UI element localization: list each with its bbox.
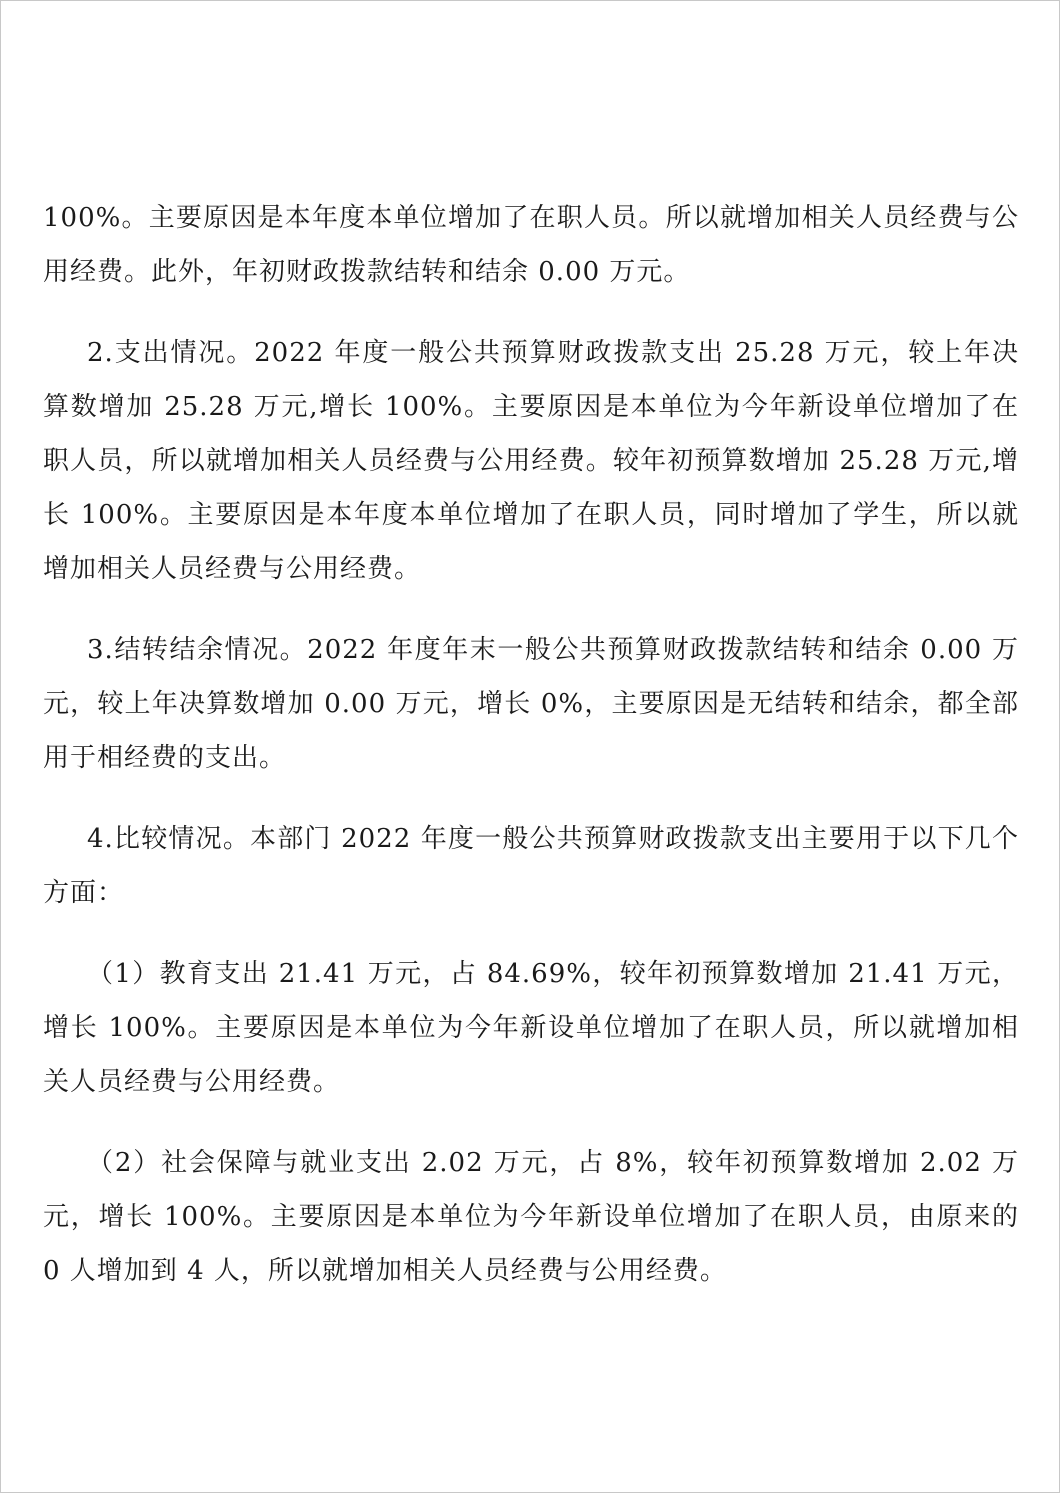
paragraph-funding-carryover-continued: 100%。主要原因是本年度本单位增加了在职人员。所以就增加相关人员经费与公用经费。此外，年初财政拨款结转和结余 0.00 万元。: [43, 203, 1019, 287]
paragraph-expenditure-situation: 2.支出情况。2022 年度一般公共预算财政拨款支出 25.28 万元，较上年决算数增加 25.28 万元,增长 100%。主要原因是本单位为今年新设单位增加了在职人员，所以就增加相关人员经费与公用经费。较年初预算数增加 25.28 万元,增长 100%。主要原因是本年度本单位增加了在职人员，同时增加了学生，所以就增加相关人员经费与公用经费。: [43, 338, 1019, 584]
paragraph-carryover-balance: 3.结转结余情况。2022 年度年末一般公共预算财政拨款结转和结余 0.00 万元，较上年决算数增加 0.00 万元，增长 0%，主要原因是无结转和结余，都全部用于相经费的支出。: [43, 635, 1019, 773]
document-body: [43, 191, 1029, 1325]
paragraph-education-expenditure: （1）教育支出 21.41 万元，占 84.69%，较年初预算数增加 21.41 万元，增长 100%。主要原因是本单位为今年新设单位增加了在职人员，所以就增加相关人员经费与公用经费。: [43, 959, 1019, 1097]
paragraph-comparison-situation: 4.比较情况。本部门 2022 年度一般公共预算财政拨款支出主要用于以下几个方面：: [43, 824, 1019, 908]
paragraph-social-security-expenditure: （2）社会保障与就业支出 2.02 万元，占 8%，较年初预算数增加 2.02 万元，增长 100%。主要原因是本单位为今年新设单位增加了在职人员，由原来的 0 人增加到 4 人，所以就增加相关人员经费与公用经费。: [43, 1148, 1029, 1286]
